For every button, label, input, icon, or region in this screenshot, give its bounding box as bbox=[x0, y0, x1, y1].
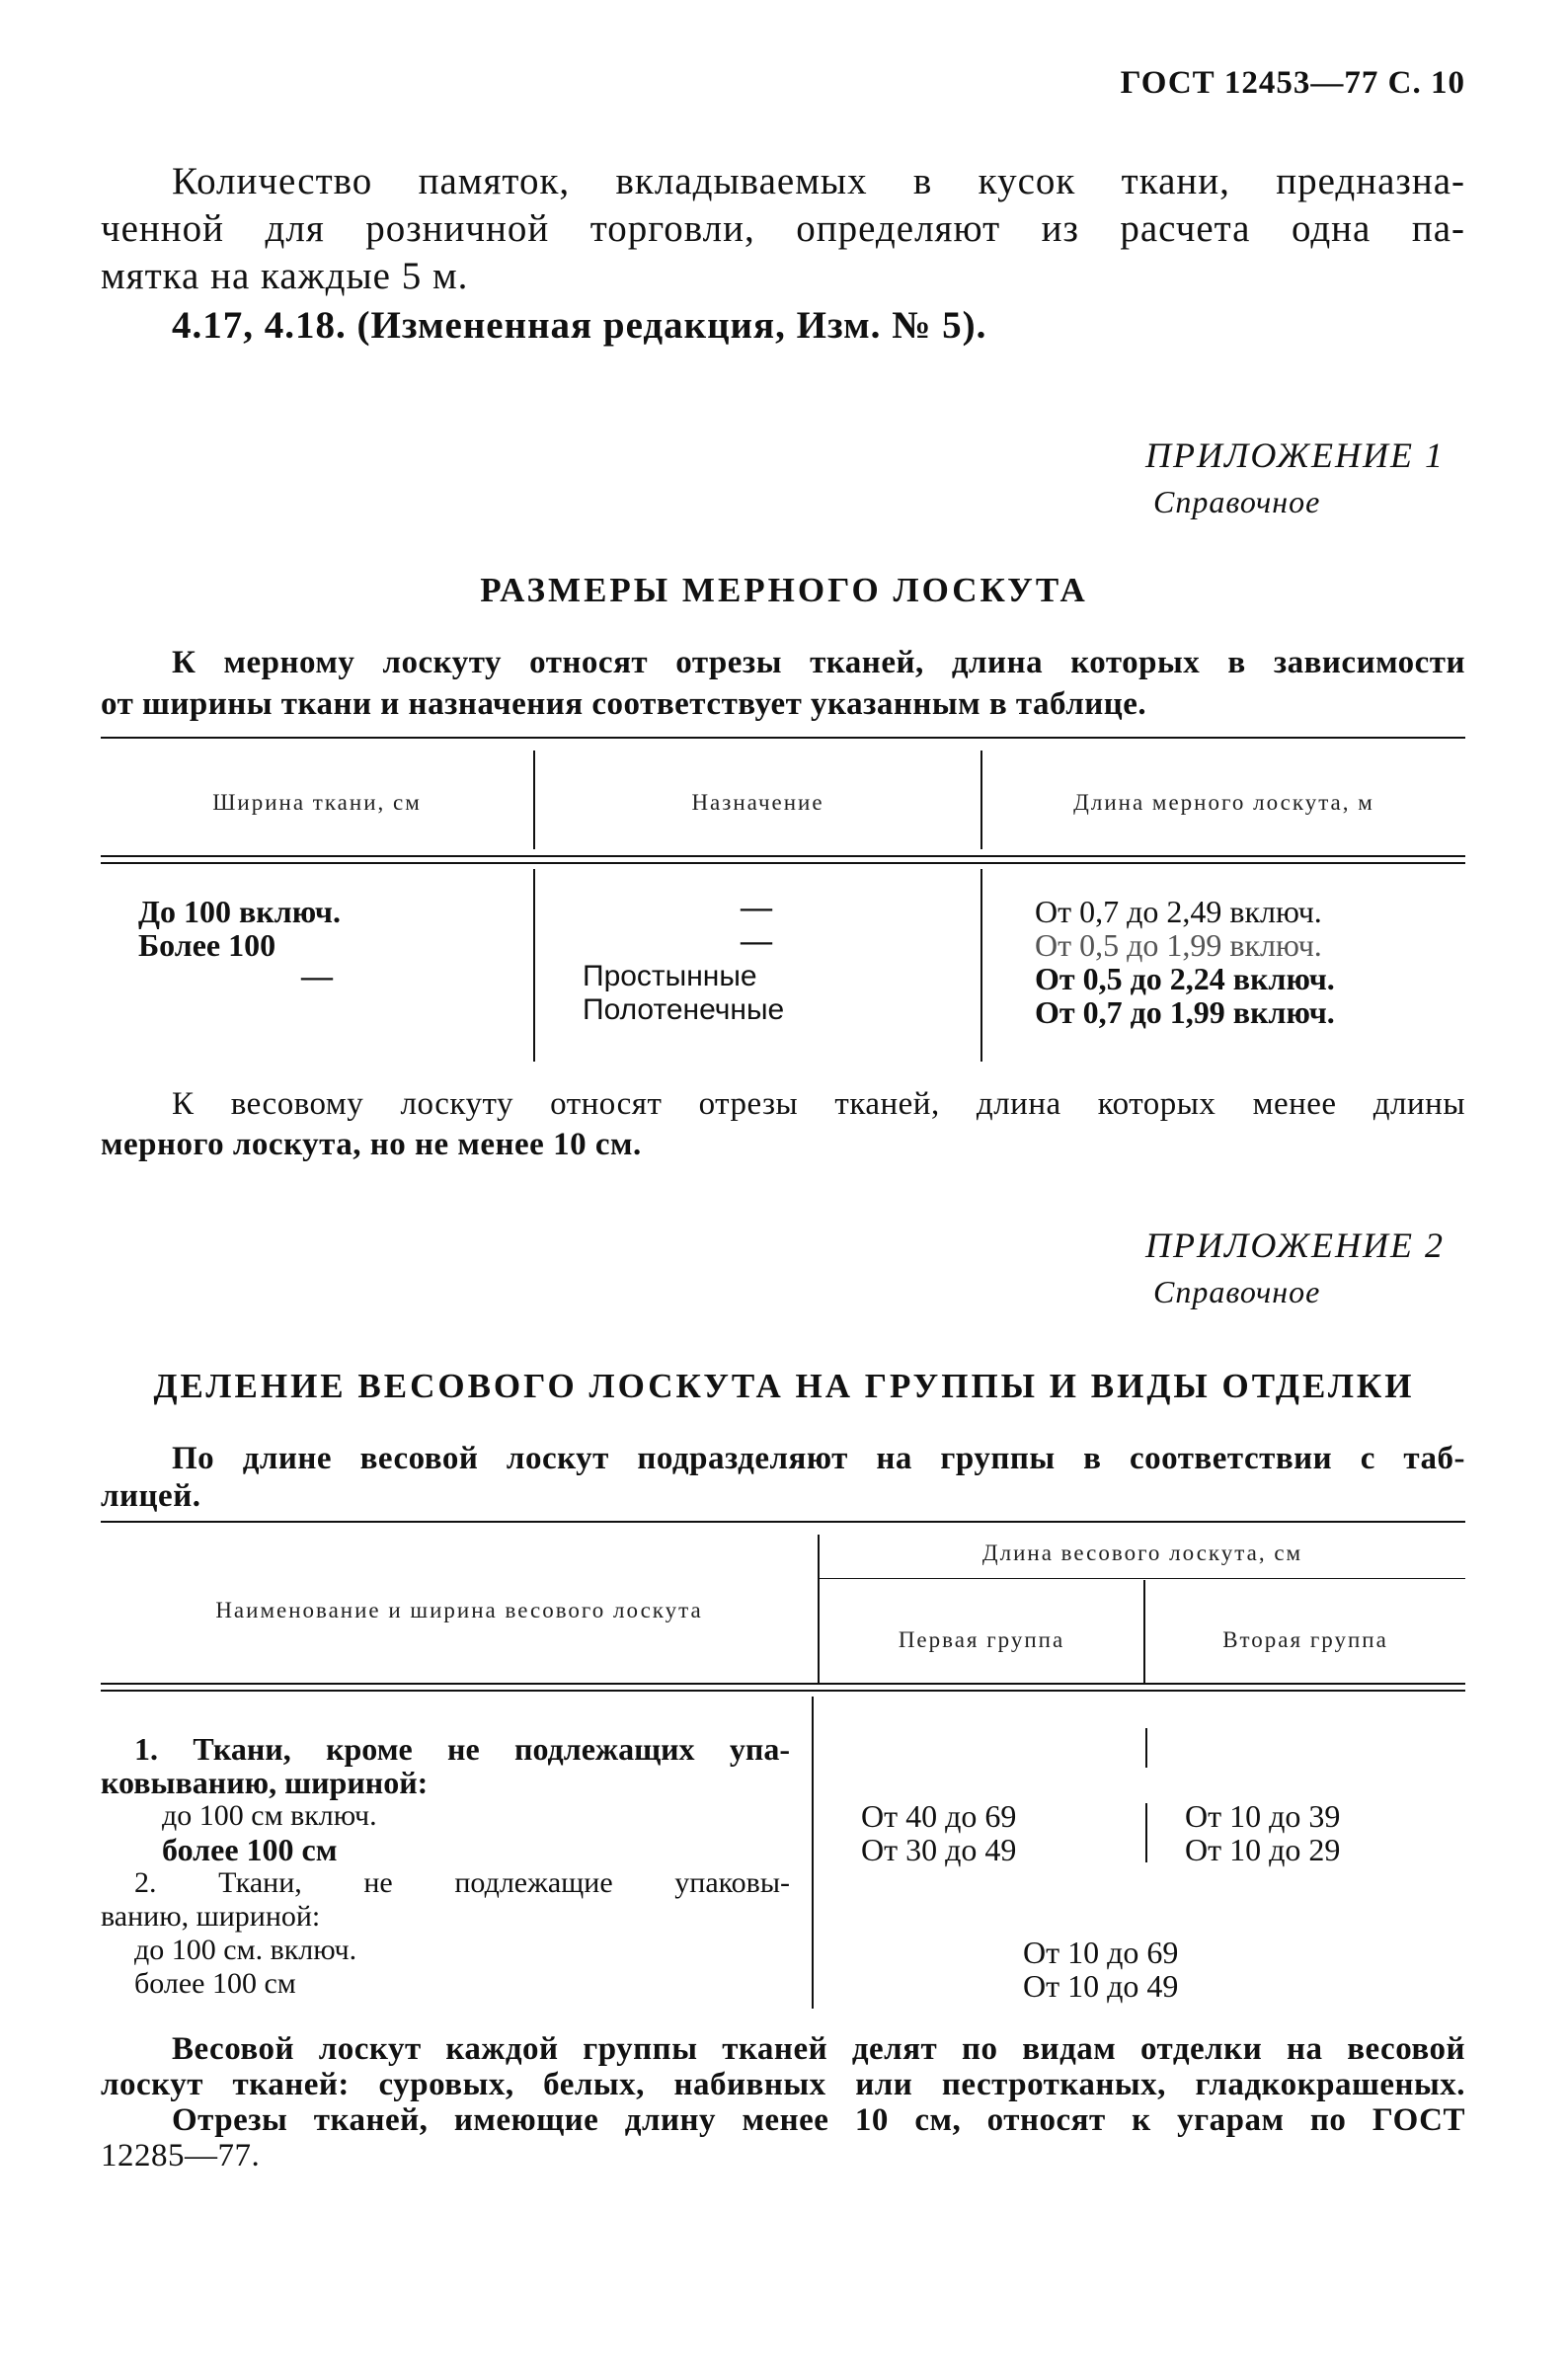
table-divider bbox=[1145, 1728, 1147, 1768]
table-top-rule bbox=[101, 1521, 1465, 1523]
column-header-purpose: Назначение bbox=[691, 790, 824, 815]
row-1-group-2-a: От 10 до 39 bbox=[1185, 1798, 1341, 1834]
column-header-group-2: Вторая группа bbox=[1222, 1627, 1388, 1652]
appendix-2-type: Справочное bbox=[1153, 1274, 1321, 1309]
header-double-rule bbox=[101, 1690, 1465, 1692]
row-1-group-2-b: От 10 до 29 bbox=[1185, 1832, 1341, 1867]
appendix-2-intro-line-1: По длине весовой лоскут подразделяют на группы в соответствии с таб- bbox=[172, 1441, 1465, 1476]
appendix-1-label: ПРИЛОЖЕНИЕ 1 bbox=[1145, 435, 1445, 475]
appendix-1-title: РАЗМЕРЫ МЕРНОГО ЛОСКУТА bbox=[480, 571, 1088, 609]
appendix-1-note-line-2: мерного лоскута, но не менее 10 см. bbox=[101, 1127, 642, 1162]
appendix-1-intro-line-2: от ширины ткани и назначения соответствует указанным в таблице. bbox=[101, 686, 1147, 722]
row-1-title-a: 1. Ткани, кроме не подлежащих упа- bbox=[134, 1731, 790, 1767]
appendix-1-note-line-1: К весовому лоскуту относят отрезы тканей, длина которых менее длины bbox=[172, 1086, 1465, 1122]
appendix-2-intro-line-2: лицей. bbox=[101, 1478, 201, 1514]
table-divider bbox=[533, 869, 535, 1062]
cell-width: До 100 включ. bbox=[138, 894, 341, 929]
row-1-title-b: ковыванию, шириной: bbox=[101, 1765, 429, 1800]
page-header: ГОСТ 12453—77 С. 10 bbox=[1120, 65, 1465, 101]
appendix-1-intro-line-1: К мерному лоскуту относят отрезы тканей, длина которых в зависимости bbox=[172, 645, 1465, 680]
row-2-value-a: От 10 до 69 bbox=[1023, 1935, 1179, 1970]
column-header-name: Наименование и ширина весового лоскута bbox=[215, 1598, 703, 1622]
row-1-sub-1: до 100 см включ. bbox=[162, 1799, 377, 1832]
cell-width: Более 100 bbox=[138, 927, 276, 963]
cell-length: От 0,7 до 1,99 включ. bbox=[1035, 994, 1335, 1030]
cell-purpose: — bbox=[741, 922, 772, 958]
closing-line-1: Весовой лоскут каждой группы тканей делят по видам отделки на весовой bbox=[172, 2031, 1465, 2067]
amendment-note: 4.17, 4.18. (Измененная редакция, Изм. № 5). bbox=[172, 304, 987, 347]
header-double-rule bbox=[101, 862, 1465, 864]
column-header-group-1: Первая группа bbox=[898, 1627, 1065, 1652]
closing-line-4: 12285—77. bbox=[101, 2138, 261, 2173]
column-header-length-group: Длина весового лоскута, см bbox=[981, 1541, 1303, 1565]
intro-line-1: Количество памяток, вкладываемых в кусок ткани, предназна- bbox=[172, 160, 1465, 202]
row-1-sub-2: более 100 см bbox=[162, 1832, 338, 1867]
cell-length: От 0,7 до 2,49 включ. bbox=[1035, 894, 1322, 929]
intro-line-3: мятка на каждые 5 м. bbox=[101, 255, 469, 297]
closing-line-2: лоскут тканей: суровых, белых, набивных или пестротканых, гладкокрашеных. bbox=[101, 2067, 1465, 2102]
cell-length: От 0,5 до 1,99 включ. bbox=[1035, 927, 1322, 963]
appendix-2-title: ДЕЛЕНИЕ ВЕСОВОГО ЛОСКУТА НА ГРУППЫ И ВИДЫ ОТДЕЛКИ bbox=[153, 1367, 1415, 1405]
row-1-group-1-a: От 40 до 69 bbox=[861, 1798, 1017, 1834]
row-2-sub-1: до 100 см. включ. bbox=[134, 1934, 357, 1966]
cell-length: От 0,5 до 2,24 включ. bbox=[1035, 961, 1335, 996]
row-2-value-b: От 10 до 49 bbox=[1023, 1968, 1179, 2004]
row-1-group-1-b: От 30 до 49 bbox=[861, 1832, 1017, 1867]
appendix-1-type: Справочное bbox=[1153, 484, 1321, 519]
cell-purpose: Простынные bbox=[583, 960, 757, 992]
table-top-rule bbox=[101, 737, 1465, 739]
table-divider bbox=[980, 869, 982, 1062]
closing-line-3: Отрезы тканей, имеющие длину менее 10 см, относят к угарам по ГОСТ bbox=[172, 2102, 1465, 2138]
cell-purpose: — bbox=[741, 889, 772, 924]
row-2-title-b: ванию, шириной: bbox=[101, 1900, 321, 1933]
cell-purpose: Полотенечные bbox=[583, 993, 785, 1026]
row-2-title-a: 2. Ткани, не подлежащие упаковы- bbox=[134, 1866, 790, 1899]
appendix-2-label: ПРИЛОЖЕНИЕ 2 bbox=[1145, 1225, 1445, 1265]
row-2-sub-2: более 100 см bbox=[134, 1967, 296, 2000]
table-divider bbox=[812, 1697, 814, 2009]
intro-line-2: ченной для розничной торговли, определяют из расчета одна па- bbox=[101, 207, 1465, 250]
table-divider bbox=[1145, 1803, 1147, 1862]
cell-width: — bbox=[301, 958, 333, 993]
column-header-width: Ширина ткани, см bbox=[212, 790, 422, 815]
column-header-length: Длина мерного лоскута, м bbox=[1073, 790, 1374, 815]
header-double-rule bbox=[101, 1683, 1465, 1685]
subheader-rule bbox=[820, 1578, 1465, 1579]
header-double-rule bbox=[101, 855, 1465, 857]
